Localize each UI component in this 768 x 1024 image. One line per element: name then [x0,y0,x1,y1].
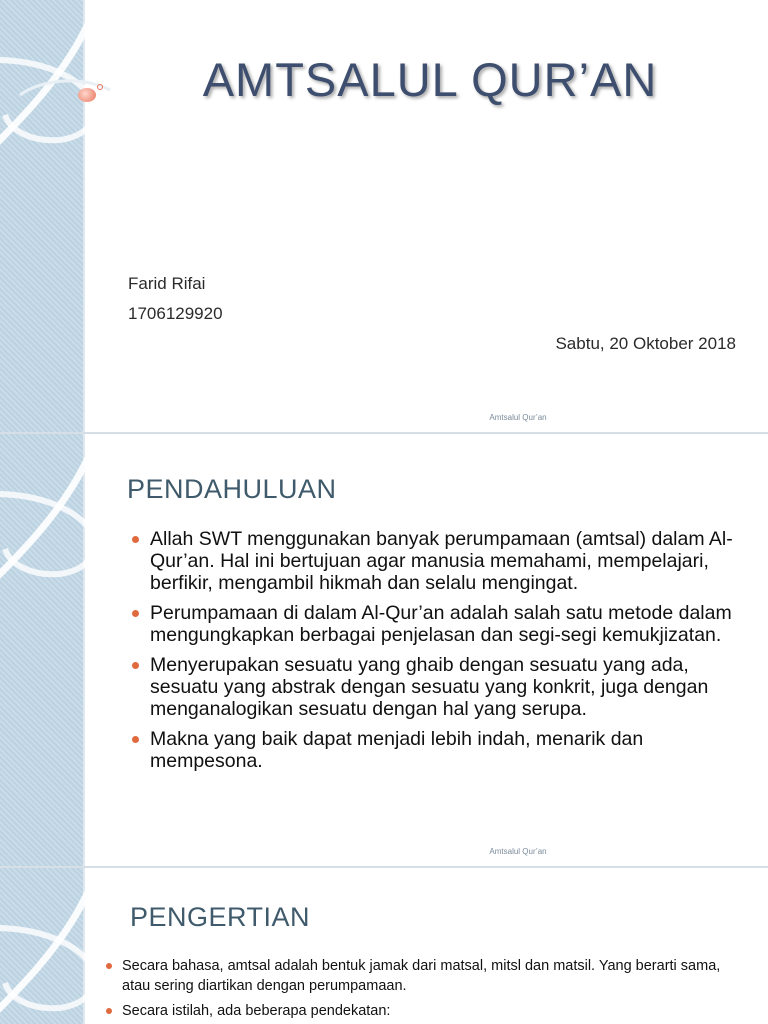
slide-footer: Amtsalul Qur’an [489,413,547,422]
decorative-stripe [0,868,85,1024]
bullet-item: Perumpamaan di dalam Al-Qur’an adalah salah satu metode dalam mengungkapkan berbagai penjelasan dan segi-segi kemukjizatan. [130,602,750,646]
student-id: 1706129920 [128,304,223,323]
bullet-item: Secara bahasa, amtsal adalah bentuk jamak dari matsal, mitsl dan matsil. Yang berarti sama, atau sering diartikan dengan perumpamaan. [104,956,744,996]
bullet-item: Makna yang baik dapat menjadi lebih indah, menarik dan mempesona. [130,728,750,772]
decorative-stripe [0,434,85,866]
ornament-dot [78,88,96,102]
presentation-date: Sabtu, 20 Oktober 2018 [555,334,736,353]
slide-pendahuluan [0,434,768,866]
slide-pengertian [0,868,768,1024]
slide-title-text: AMTSALUL QUR’AN [202,53,658,106]
slide-footer: Amtsalul Qur’an [489,847,547,856]
bullet-list [130,528,750,780]
bullet-item: Allah SWT menggunakan banyak perumpamaan (amtsal) dalam Al-Qur’an. Hal ini bertujuan agar manusia memahami, mempelajari, berfikir, mengambil hikmah dan selalu mengingat. [130,528,750,594]
ornament-ring [97,84,103,90]
bullet-list [104,956,744,1024]
author-name: Farid Rifai [128,274,206,293]
slide-title [0,0,768,432]
bullet-item: Menyerupakan sesuatu yang ghaib dengan sesuatu yang ada, sesuatu yang abstrak dengan sesuatu yang konkrit, juga dengan menganalogikan sesuatu dengan hal yang serupa. [130,654,750,720]
section-heading: PENDAHULUAN [127,474,337,504]
section-heading: PENGERTIAN [130,902,311,932]
bullet-item: Secara istilah, ada beberapa pendekatan: [104,1001,744,1021]
decorative-stripe [0,0,85,432]
